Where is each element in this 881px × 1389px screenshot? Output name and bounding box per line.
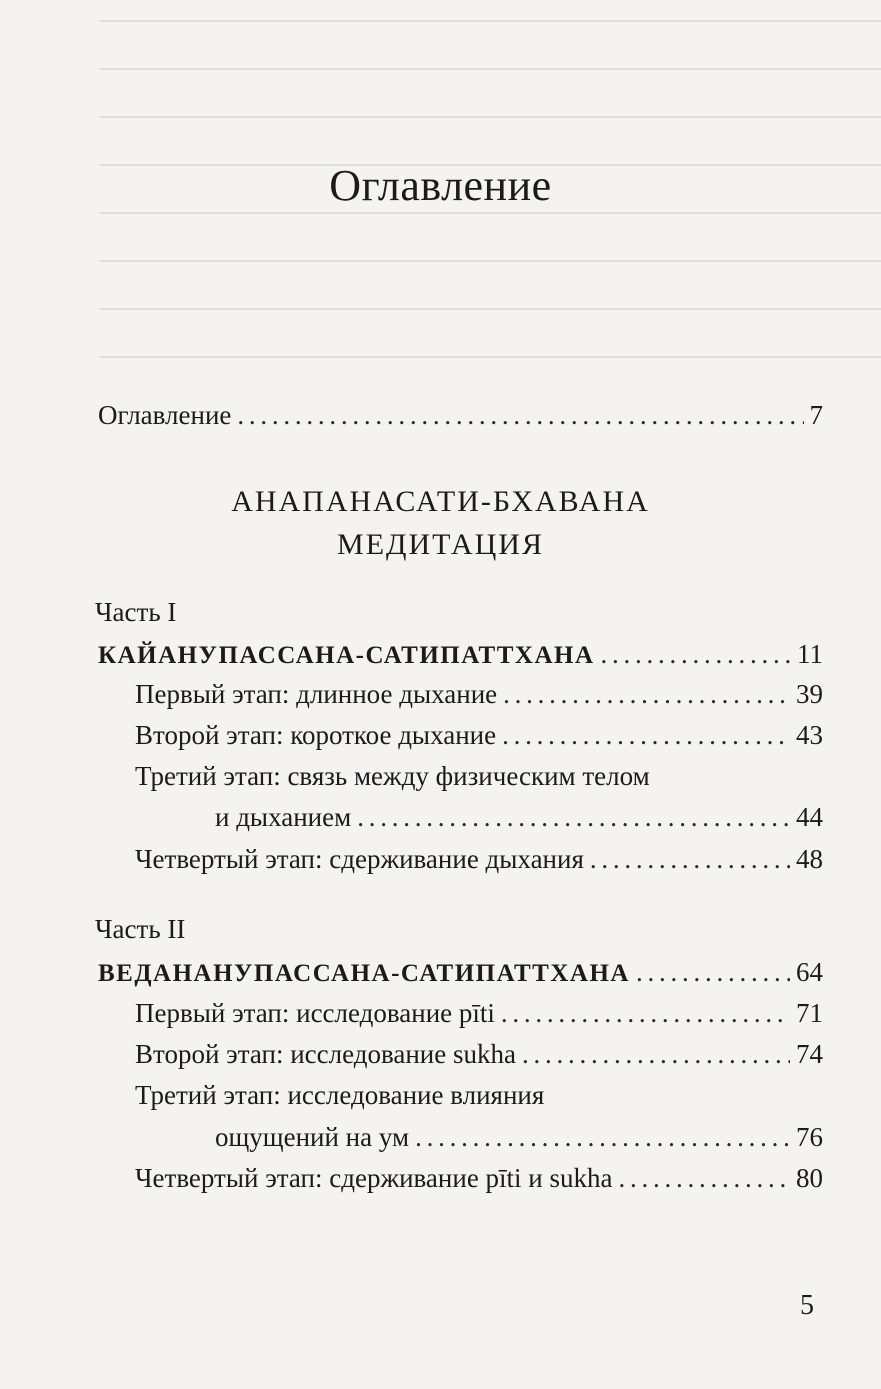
toc-entry-label: Оглавление (98, 400, 232, 430)
toc-entry (135, 677, 823, 711)
toc-entry (135, 718, 823, 752)
toc-entry-label: Первый этап: длинное дыхание (135, 679, 498, 709)
toc-entry-label: и дыханием (215, 802, 352, 832)
toc-entry-page: 80 (796, 1163, 823, 1193)
page-heading: Оглавление (329, 161, 552, 210)
toc-entry-page: 71 (796, 998, 823, 1028)
toc-entry-page: 74 (796, 1039, 823, 1069)
page-number: 5 (800, 1290, 814, 1321)
part2-title-entry (98, 955, 823, 991)
leader-dots (590, 842, 790, 876)
toc-entry (135, 1161, 823, 1195)
toc-entry-page: 76 (796, 1122, 823, 1152)
toc-entry (135, 842, 823, 876)
toc-entry-contents (98, 398, 823, 432)
toc-entry-page: 44 (796, 802, 823, 832)
toc-entry-page: 64 (796, 957, 823, 987)
toc-entry (135, 996, 823, 1030)
toc-entry-label: Второй этап: короткое дыхание (135, 720, 497, 750)
toc-entry-label: Второй этап: исследование sukha (135, 1039, 516, 1069)
part1-title-entry (98, 637, 823, 673)
leader-dots (619, 1161, 791, 1195)
toc-entry (135, 1037, 823, 1071)
book-title-line2: МЕДИТАЦИЯ (337, 528, 544, 561)
part2-label: Часть II (95, 914, 186, 944)
leader-dots (601, 637, 791, 671)
part1-label: Часть I (95, 597, 177, 627)
toc-entry-page: 7 (809, 400, 823, 430)
toc-entry (215, 1120, 823, 1154)
leader-dots (357, 800, 790, 834)
toc-entry-label-line1: Третий этап: исследование влияния (135, 1080, 545, 1110)
leader-dots (503, 677, 790, 711)
book-title-line1: АНАПАНАСАТИ-БХАВАНА (231, 485, 650, 518)
toc-entry-page: 48 (796, 844, 823, 874)
part-title: ВЕДАНАНУПАССАНА-САТИПАТТХАНА (98, 960, 630, 987)
toc-entry-label: Первый этап: исследование pīti (135, 998, 495, 1028)
leader-dots (502, 718, 790, 752)
toc-entry-page: 43 (796, 720, 823, 750)
part-title: КАЙАНУПАССАНА-САТИПАТТХАНА (98, 642, 595, 669)
leader-dots (636, 955, 790, 989)
leader-dots (501, 996, 790, 1030)
toc-entry-label: ощущений на ум (215, 1122, 410, 1152)
toc-entry-label: Четвертый этап: сдерживание дыхания (135, 844, 584, 874)
leader-dots (522, 1037, 790, 1071)
toc-entry-label-line1: Третий этап: связь между физическим телом (135, 761, 650, 791)
toc-entry-page: 11 (797, 639, 823, 669)
toc-entry-label: Четвертый этап: сдерживание pīti и sukha (135, 1163, 613, 1193)
leader-dots (237, 398, 803, 432)
toc-entry-page: 39 (796, 679, 823, 709)
leader-dots (415, 1120, 790, 1154)
toc-entry (215, 800, 823, 834)
